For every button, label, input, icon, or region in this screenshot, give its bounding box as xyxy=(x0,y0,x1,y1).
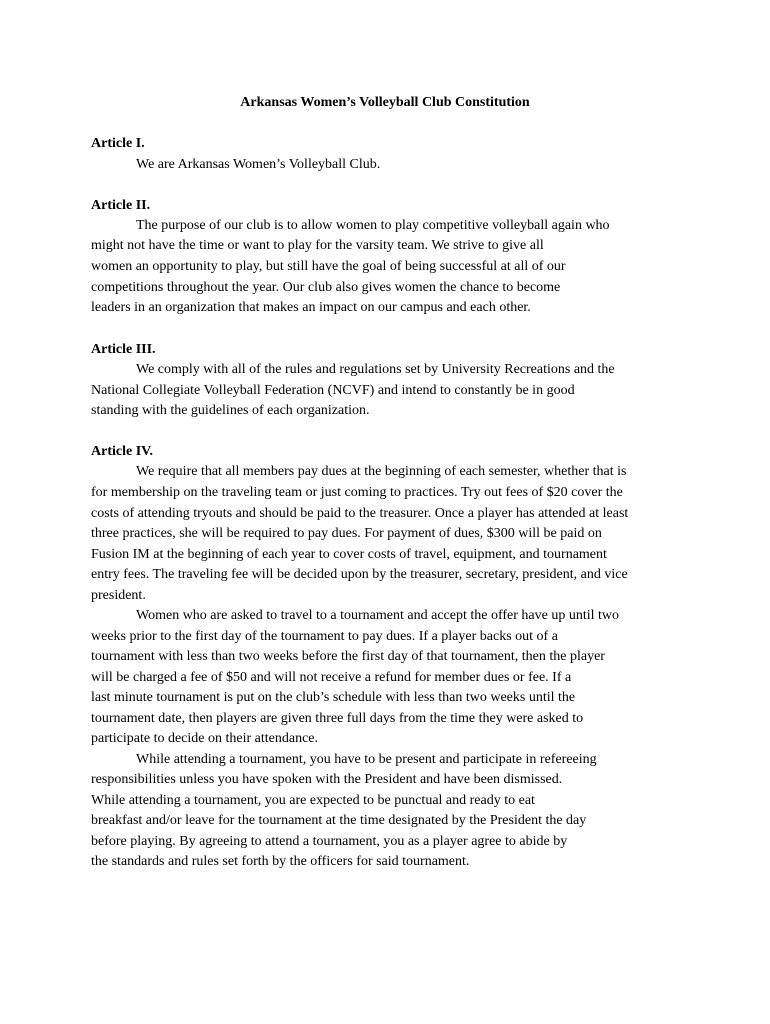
article-4-line: three practices, she will be required to pay dues. For payment of dues, $300 will be paid on xyxy=(91,526,602,541)
article-4-line: entry fees. The traveling fee will be decided upon by the treasurer, secretary, president, and vice xyxy=(91,567,628,582)
article-2-line: leaders in an organization that makes an impact on our campus and each other. xyxy=(91,300,531,315)
article-3-line: standing with the guidelines of each organization. xyxy=(91,403,370,418)
article-4-line: While attending a tournament, you are expected to be punctual and ready to eat xyxy=(91,793,535,808)
document-title: Arkansas Women’s Volleyball Club Constitution xyxy=(240,95,530,110)
article-4-line: for membership on the traveling team or just coming to practices. Try out fees of $20 cover the xyxy=(91,485,623,500)
article-4-line: Fusion IM at the beginning of each year to cover costs of travel, equipment, and tournament xyxy=(91,547,607,562)
article-4-line: costs of attending tryouts and should be paid to the treasurer. Once a player has attended at least xyxy=(91,506,629,521)
article-1-line: We are Arkansas Women’s Volleyball Club. xyxy=(136,157,381,172)
article-3-line: National Collegiate Volleyball Federation (NCVF) and intend to constantly be in good xyxy=(91,383,575,398)
article-3-line: We comply with all of the rules and regulations set by University Recreations and the xyxy=(136,362,615,377)
article-4-line: before playing. By agreeing to attend a tournament, you as a player agree to abide by xyxy=(91,834,568,849)
article-4-line: weeks prior to the first day of the tournament to pay dues. If a player backs out of a xyxy=(91,629,558,644)
article-2-line: competitions throughout the year. Our club also gives women the chance to become xyxy=(91,280,561,295)
article-1-heading: Article I. xyxy=(91,136,145,151)
article-4-line: responsibilities unless you have spoken with the President and have been dismissed. xyxy=(91,772,563,787)
article-4-line: Women who are asked to travel to a tournament and accept the offer have up until two xyxy=(136,608,619,623)
article-2-line: women an opportunity to play, but still have the goal of being successful at all of our xyxy=(91,259,566,274)
article-2-line: The purpose of our club is to allow women to play competitive volleyball again who xyxy=(136,218,610,233)
article-4-line: breakfast and/or leave for the tournament at the time designated by the President the day xyxy=(91,813,587,828)
article-4-line: participate to decide on their attendance. xyxy=(91,731,319,746)
article-4-line: While attending a tournament, you have to be present and participate in refereeing xyxy=(136,752,597,767)
article-4-line: tournament date, then players are given three full days from the time they were asked to xyxy=(91,711,584,726)
article-2-line: might not have the time or want to play for the varsity team. We strive to give all xyxy=(91,238,544,253)
article-4-line: We require that all members pay dues at the beginning of each semester, whether that is xyxy=(136,464,627,479)
article-4-line: will be charged a fee of $50 and will not receive a refund for member dues or fee. If a xyxy=(91,670,572,685)
article-3-heading: Article III. xyxy=(91,342,156,357)
article-4-heading: Article IV. xyxy=(91,444,153,459)
article-4-line: the standards and rules set forth by the officers for said tournament. xyxy=(91,854,470,869)
article-4-line: last minute tournament is put on the club’s schedule with less than two weeks until the xyxy=(91,690,576,705)
article-4-line: president. xyxy=(91,588,146,603)
article-4-line: tournament with less than two weeks before the first day of that tournament, then the player xyxy=(91,649,605,664)
article-2-heading: Article II. xyxy=(91,198,151,213)
